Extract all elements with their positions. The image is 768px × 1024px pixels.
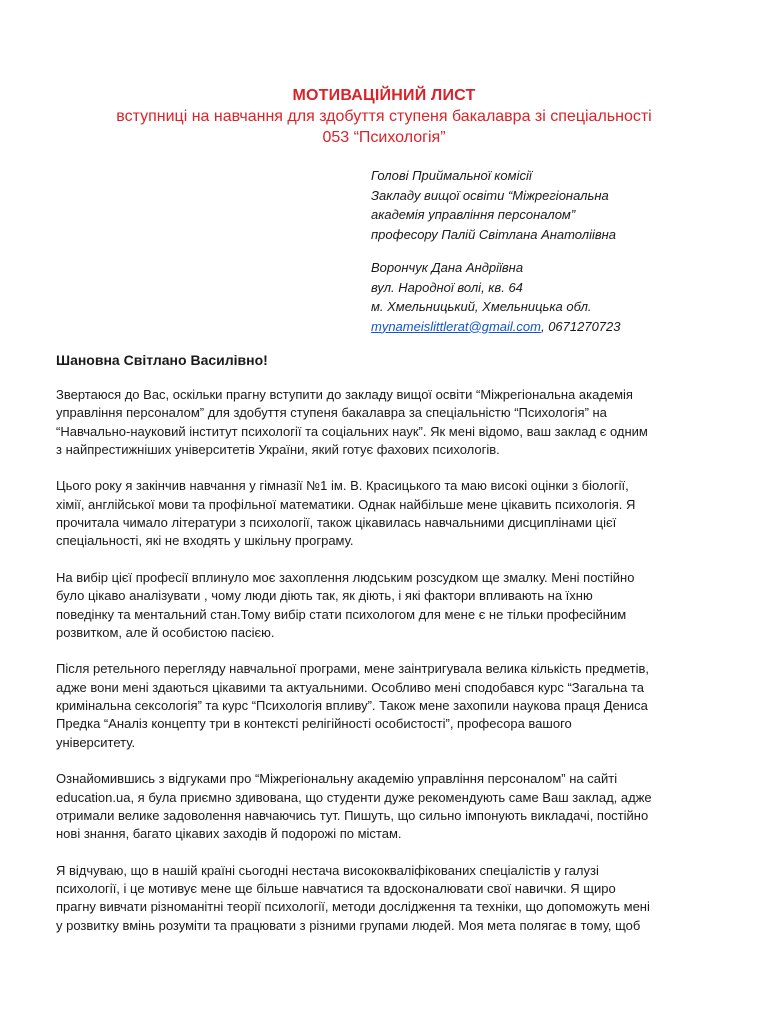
paragraph-line: у розвитку вмінь розуміти та працювати з різними групами людей. Моя мета полягає в тому, щоб xyxy=(56,917,641,933)
body-paragraph xyxy=(56,569,720,642)
header-block xyxy=(0,86,768,148)
paragraph-line: прочитала чимало літератури з психології, також цікавилась навчальними дисциплінами цієї xyxy=(56,515,617,531)
paragraph-line: Предка “Аналіз концепту три в контексті релігійності особистості”, професора вашого xyxy=(56,716,572,732)
addressee-line: академія управління персоналом” xyxy=(371,207,576,222)
sender-street: вул. Народної волі, кв. 64 xyxy=(371,279,523,295)
sender-phone: , 0671270723 xyxy=(540,318,621,334)
paragraph-line: Звертаюся до Вас, оскільки прагну вступити до закладу вищої освіти “Міжрегіональна академія xyxy=(56,387,633,402)
paragraph-line: прагну вивчати різноманітні теорії психології, методи дослідження та техніки, що допоможуть мені xyxy=(56,899,650,915)
paragraph-line: Ознайомившись з відгуками про “Міжрегіональну академію управління персоналом” на сайті xyxy=(56,771,618,787)
sender-city: м. Хмельницький, Хмельницька обл. xyxy=(371,299,592,314)
paragraph-line: хімії, англійської мови та профільної математики. Однак найбільше мене цікавить психологія. Я xyxy=(56,496,636,512)
sender-name: Ворончук Дана Андріївна xyxy=(371,260,524,275)
sender-email-link[interactable]: mynameislittlerat@gmail.com xyxy=(371,318,541,334)
paragraph-line: На вибір цієї професії вплинуло моє захоплення людським розсудком ще змалку. Мені постійно xyxy=(56,569,635,585)
greeting: Шановна Світлано Василівно! xyxy=(56,352,268,368)
addressee-line: професору Палій Світлана Анатоліівна xyxy=(371,226,617,242)
sender-block xyxy=(371,258,751,336)
letter-title: МОТИВАЦІЙНИЙ ЛИСТ xyxy=(292,87,476,104)
body-paragraph xyxy=(56,477,720,550)
paragraph-line: education.ua, я була приємно здивована, що студенти дуже рекомендують саме Ваш заклад, адже xyxy=(56,789,652,805)
paragraph-line: отримали велике задоволення навчаючись тут. Пишуть, що сильно імпонують викладачі, постійно xyxy=(56,807,649,823)
paragraph-line: університету. xyxy=(56,734,136,750)
paragraph-line: нові знання, багато цікавих заходів й подорожі по містам. xyxy=(56,826,402,842)
paragraph-line: поведінку та ментальний стан.Тому вибір стати психологом для мене є не тільки професійним xyxy=(56,606,627,622)
paragraph-line: спеціальності, які не входять у шкільну програму. xyxy=(56,533,354,549)
paragraph-line: з найпрестижніших університетів України, який готує фахових психологів. xyxy=(56,441,500,457)
paragraph-line: кримінальна сексологія” та курс “Психологія впливу”. Також мене захопили наукова праця Дениса xyxy=(56,698,648,714)
paragraph-line: управління персоналом” для здобуття ступеня бакалавра за спеціальністю “Психологія” на xyxy=(56,405,607,421)
paragraph-line: психології, і це мотивує мене ще більше навчатися та вдосконалювати свої навички. Я щиро xyxy=(56,881,616,897)
sender-contact xyxy=(371,317,751,337)
body-paragraph xyxy=(56,862,720,935)
paragraph-line: було цікаво аналізувати , чому люди діють так, як діють, і які фактори впливають на їхню xyxy=(56,588,593,604)
paragraph-line: Після ретельного перегляду навчальної програми, мене заінтригувала велика кількість предметів, xyxy=(56,661,650,677)
paragraph-line: Цього року я закінчив навчання у гімназії №1 ім. В. Красицького та маю високі оцінки з біології, xyxy=(56,478,629,494)
paragraph-line: адже вони мені здаються цікавими та актуальними. Особливо мені сподобався курс “Загальна та xyxy=(56,679,644,695)
letter-subtitle-line-2: 053 “Психологія” xyxy=(322,129,446,146)
addressee-block xyxy=(371,166,751,244)
body-paragraph xyxy=(56,660,720,751)
body-paragraph xyxy=(56,386,720,459)
paragraph-line: “Навчально-науковий інститут психології та соціальних наук”. Як мені відомо, ваш заклад є одним xyxy=(56,423,648,439)
paragraph-line: Я відчуваю, що в нашій країні сьогодні нестача висококваліфікованих спеціалістів у галузі xyxy=(56,862,599,878)
addressee-line: Закладу вищої освіти “Міжрегіональна xyxy=(371,187,609,203)
body-paragraph xyxy=(56,770,720,843)
addressee-line: Голові Приймальної комісії xyxy=(371,168,532,183)
letter-subtitle-line-1: вступниці на навчання для здобуття ступеня бакалавра зі спеціальності xyxy=(116,108,652,125)
paragraph-line: розвитком, але й особистою пасією. xyxy=(56,624,275,640)
letter-body xyxy=(56,386,720,953)
